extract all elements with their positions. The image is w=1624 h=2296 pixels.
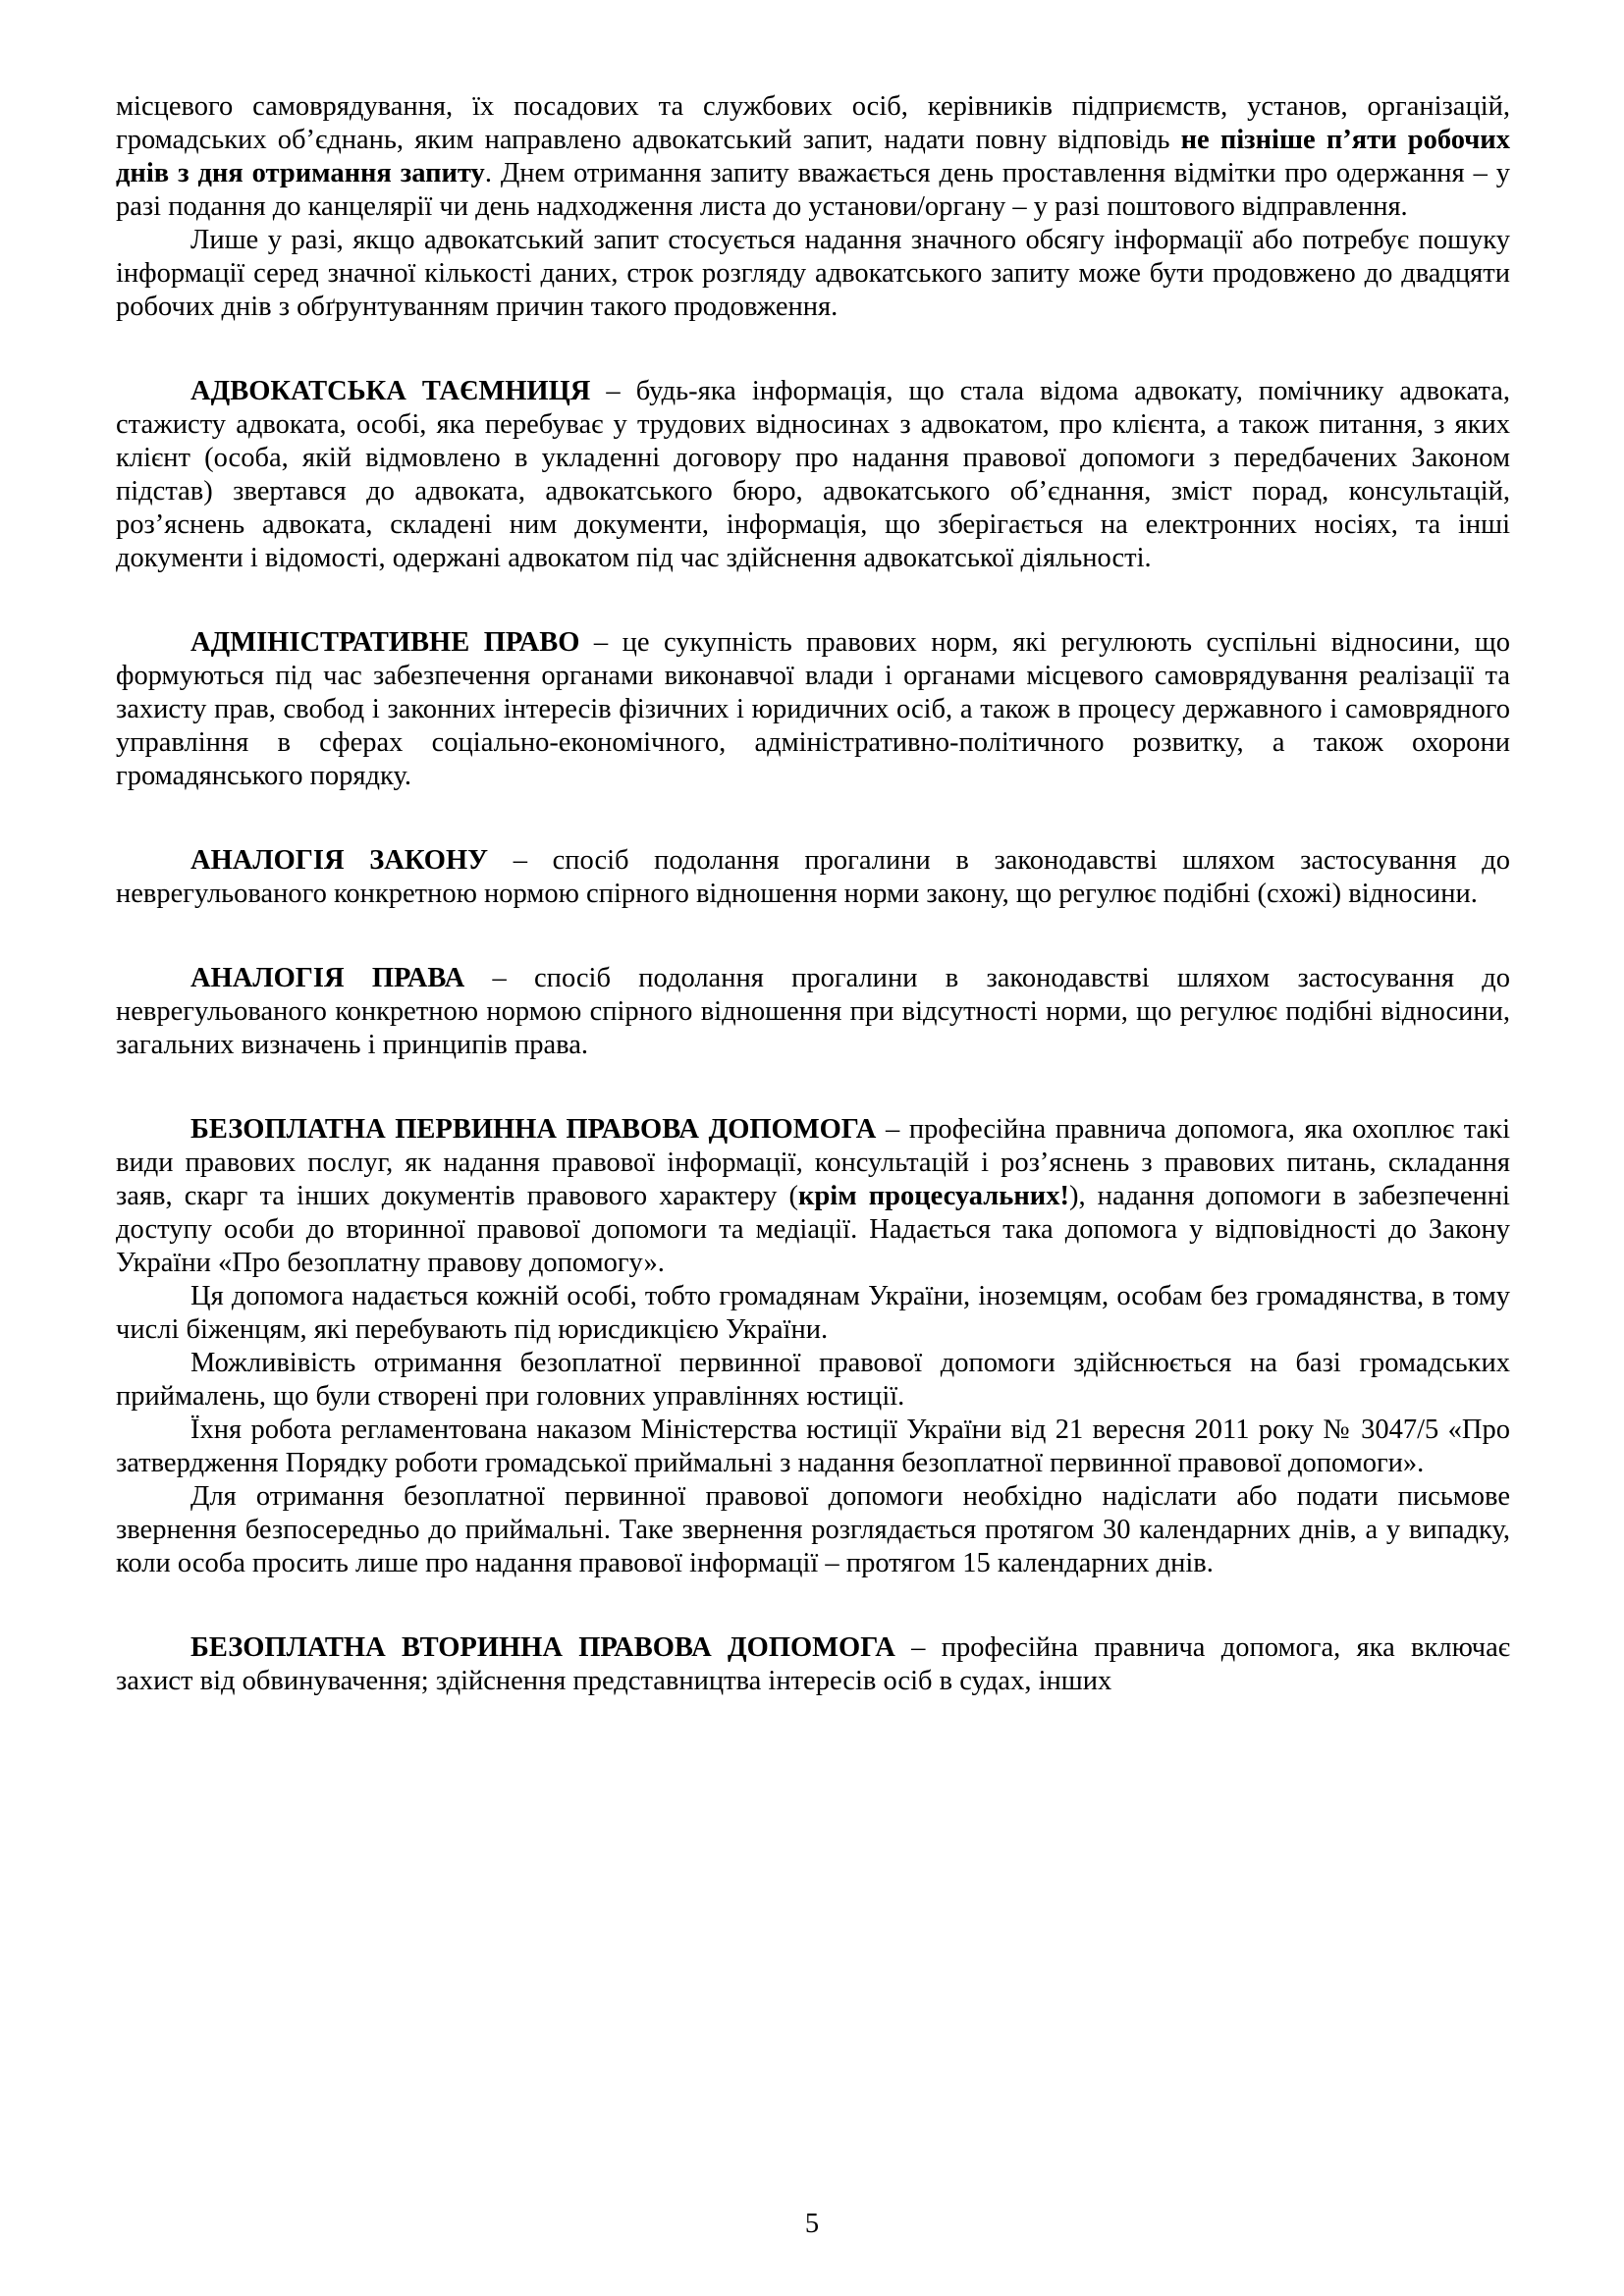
paragraph: [116, 1280, 1510, 1347]
paragraph: [116, 1480, 1510, 1580]
paragraph: [116, 1414, 1510, 1480]
text-run: Для отримання безоплатної первинної правової допомоги необхідно надіслати або подати письмове звернення безпосередньо до приймальні. Таке звернення розглядається протягом 30 календарних днів, а у випадку, коли особа просить лише про надання правової інформації – протягом 15 календарних днів.: [116, 1481, 1510, 1578]
paragraph: [116, 844, 1510, 911]
text-run: – спосіб подолання прогалини в законодавстві шляхом застосування до неврегульованого конкретною нормою спірного відношення норми закону, що регулює подібні (схожі) відносини.: [116, 845, 1510, 909]
text-run: Їхня робота регламентована наказом Міністерства юстиції України від 21 вересня 2011 року № 3047/5 «Про затвердження Порядку роботи громадської приймальні з надання безоплатної первинної правової допомоги».: [116, 1415, 1510, 1478]
bold-text-run: крім процесуальних!: [798, 1181, 1069, 1211]
bold-text-run: АНАЛОГІЯ ПРАВА: [190, 963, 465, 993]
text-run: Можливівість отримання безоплатної первинної правової допомоги здійснюється на базі громадських приймалень, що були створені при головних управліннях юстиції.: [116, 1348, 1510, 1412]
bold-text-run: АНАЛОГІЯ ЗАКОНУ: [190, 845, 489, 876]
paragraph: [116, 626, 1510, 793]
paragraph: [116, 1347, 1510, 1414]
text-run: – професійна правнича допомога, яка охоплює такі види правових послуг, як надання правової інформації, консультацій і роз’яснень з правових питань, складання заяв, скарг та інших документів правового характеру (: [116, 1114, 1510, 1211]
bold-text-run: БЕЗОПЛАТНА ВТОРИННА ПРАВОВА ДОПОМОГА: [190, 1632, 895, 1663]
text-run: ), надання допомоги в забезпеченні доступу особи до вторинної правової допомоги та медіації. Надається така допомога у відповідності до Закону України «Про безоплатну правову допомогу».: [116, 1181, 1510, 1278]
paragraph: [116, 1631, 1510, 1698]
text-run: Ця допомога надається кожній особі, тобто громадянам України, іноземцям, особам без громадянства, в тому числі біженцям, які перебувають під юрисдикцією України.: [116, 1281, 1510, 1345]
text-run: – будь-яка інформація, що стала відома адвокату, помічнику адвоката, стажисту адвоката, особі, яка перебуває у трудових відносинах з адвокатом, про клієнта, а також питання, з яких клієнт (особа, якій відмовлено в укладенні договору про надання правової допомоги з передбачених Законом підстав) звертався до адвоката, адвокатського бюро, адвокатського об’єднання, зміст порад, консультацій, роз’яснень адвоката, складені ним документи, інформація, що зберігається на електронних носіях, та інші документи і відомості, одержані адвокатом під час здійснення адвокатської діяльності.: [116, 376, 1510, 573]
bold-text-run: БЕЗОПЛАТНА ПЕРВИННА ПРАВОВА ДОПОМОГА: [190, 1114, 877, 1145]
paragraph: [116, 1113, 1510, 1280]
text-run: Лише у разі, якщо адвокатський запит стосується надання значного обсягу інформації або потребує пошуку інформації серед значної кількості даних, строк розгляду адвокатського запиту може бути продовжено до двадцяти робочих днів з обґрунтуванням причин такого продовження.: [116, 225, 1510, 322]
text-run: місцевого самоврядування, їх посадових та службових осіб, керівників підприємств, установ, організацій, громадських об’єднань, яким направлено адвокатський запит, надати повну відповідь: [116, 91, 1510, 155]
text-run: – професійна правнича допомога, яка включає захист від обвинувачення; здійснення представництва інтересів осіб в судах, інших: [116, 1632, 1510, 1696]
paragraph: [116, 90, 1510, 224]
bold-text-run: не пізніше п’яти робочих днів з дня отримання запиту: [116, 125, 1510, 188]
text-run: . Днем отримання запиту вважається день проставлення відмітки про одержання – у разі подання до канцелярії чи день надходження листа до установи/органу – у разі поштового відправлення.: [116, 158, 1510, 222]
text-run: – це сукупність правових норм, які регулюють суспільні відносини, що формуються під час забезпечення органами виконавчої влади і органами місцевого самоврядування реалізації та захисту прав, свобод і законних інтересів фізичних і юридичних осіб, а також в процесу державного і самоврядного управління в сферах соціально-економічного, адміністративно-політичного розвитку, а також охорони громадянського порядку.: [116, 627, 1510, 791]
paragraph: [116, 375, 1510, 575]
paragraph: [116, 224, 1510, 324]
page-number: 5: [804, 2209, 820, 2239]
text-run: – спосіб подолання прогалини в законодавстві шляхом застосування до неврегульованого конкретною нормою спірного відношення при відсутності норми, що регулює подібні відносини, загальних визначень і принципів права.: [116, 963, 1510, 1060]
page-body: [116, 90, 1510, 1698]
bold-text-run: АДМІНІСТРАТИВНЕ ПРАВО: [190, 627, 580, 658]
paragraph: [116, 962, 1510, 1062]
bold-text-run: АДВОКАТСЬКА ТАЄМНИЦЯ: [190, 376, 591, 406]
